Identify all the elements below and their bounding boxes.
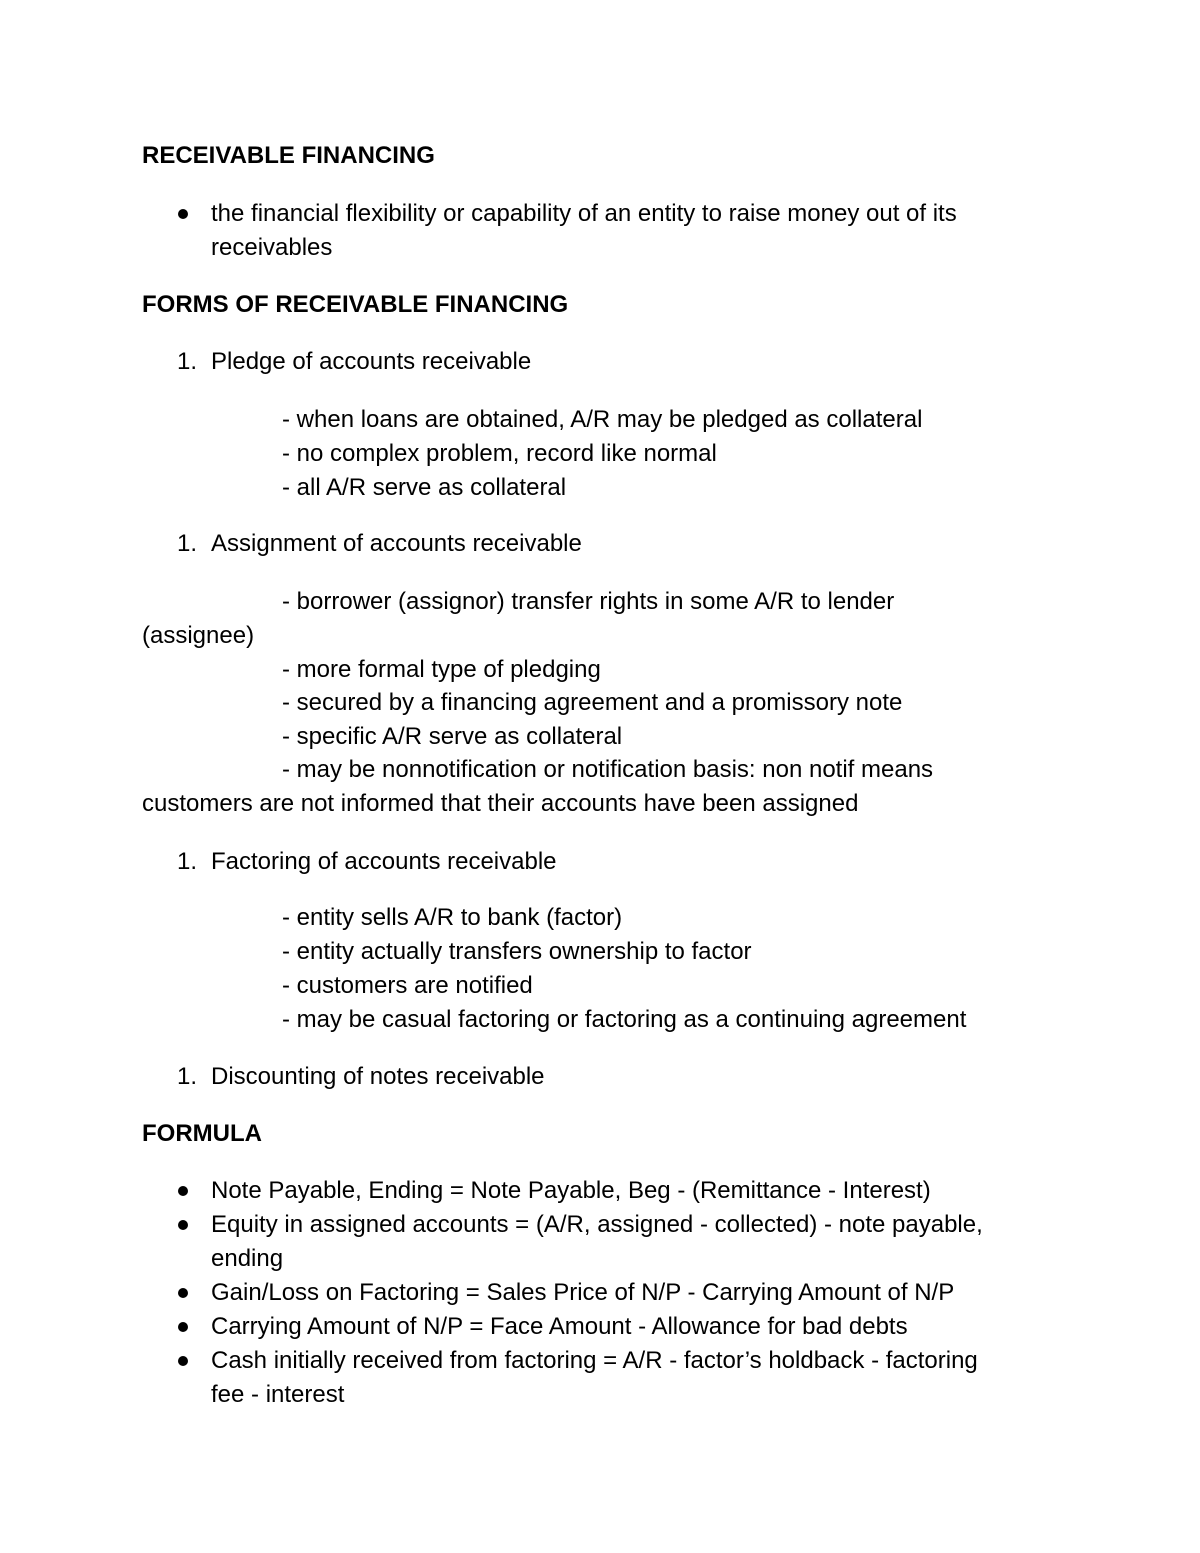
definition-line-1: the financial flexibility or capability of an entity to raise money out of its	[211, 200, 957, 227]
formula-item: Gain/Loss on Factoring = Sales Price of N/P - Carrying Amount of N/P	[211, 1279, 955, 1306]
formula-item: Carrying Amount of N/P = Face Amount - Allowance for bad debts	[211, 1313, 908, 1340]
list-number: 1.	[177, 848, 198, 875]
bullet-icon	[178, 1288, 188, 1298]
heading-receivable-financing: RECEIVABLE FINANCING	[142, 142, 435, 169]
heading-formula: FORMULA	[142, 1120, 262, 1147]
bullet-icon	[178, 1186, 188, 1196]
form-note: customers are not informed that their accounts have been assigned	[142, 790, 859, 817]
form-title-factoring: Factoring of accounts receivable	[211, 848, 557, 875]
form-note: - secured by a financing agreement and a promissory note	[282, 689, 903, 716]
bullet-icon	[178, 1356, 188, 1366]
formula-item-continuation: ending	[211, 1245, 284, 1272]
formula-item: Cash initially received from factoring = A/R - factor’s holdback - factoring	[211, 1347, 978, 1374]
list-number: 1.	[177, 1063, 198, 1090]
form-note: - when loans are obtained, A/R may be pledged as collateral	[282, 406, 923, 433]
bullet-icon	[178, 1220, 188, 1230]
form-note: - specific A/R serve as collateral	[282, 723, 623, 750]
bullet-icon	[178, 1322, 188, 1332]
form-note: - all A/R serve as collateral	[282, 474, 567, 501]
form-title-assignment: Assignment of accounts receivable	[211, 530, 582, 557]
formula-item: Equity in assigned accounts = (A/R, assigned - collected) - note payable,	[211, 1211, 983, 1238]
form-note: - no complex problem, record like normal	[282, 440, 717, 467]
form-title-pledge: Pledge of accounts receivable	[211, 348, 532, 375]
form-note: - may be casual factoring or factoring as a continuing agreement	[282, 1006, 967, 1033]
bullet-icon	[178, 209, 188, 219]
formula-item-continuation: fee - interest	[211, 1381, 345, 1408]
heading-forms: FORMS OF RECEIVABLE FINANCING	[142, 291, 569, 318]
form-note: - more formal type of pledging	[282, 656, 601, 683]
form-note: - entity actually transfers ownership to factor	[282, 938, 752, 965]
form-note: - entity sells A/R to bank (factor)	[282, 904, 623, 931]
list-number: 1.	[177, 348, 198, 375]
form-note: (assignee)	[142, 622, 255, 649]
list-number: 1.	[177, 530, 198, 557]
form-note: - borrower (assignor) transfer rights in some A/R to lender	[282, 588, 895, 615]
form-note: - may be nonnotification or notification basis: non notif means	[282, 756, 934, 783]
form-note: - customers are notified	[282, 972, 533, 999]
definition-line-2: receivables	[211, 234, 333, 261]
form-title-discounting: Discounting of notes receivable	[211, 1063, 545, 1090]
formula-item: Note Payable, Ending = Note Payable, Beg - (Remittance - Interest)	[211, 1177, 931, 1204]
